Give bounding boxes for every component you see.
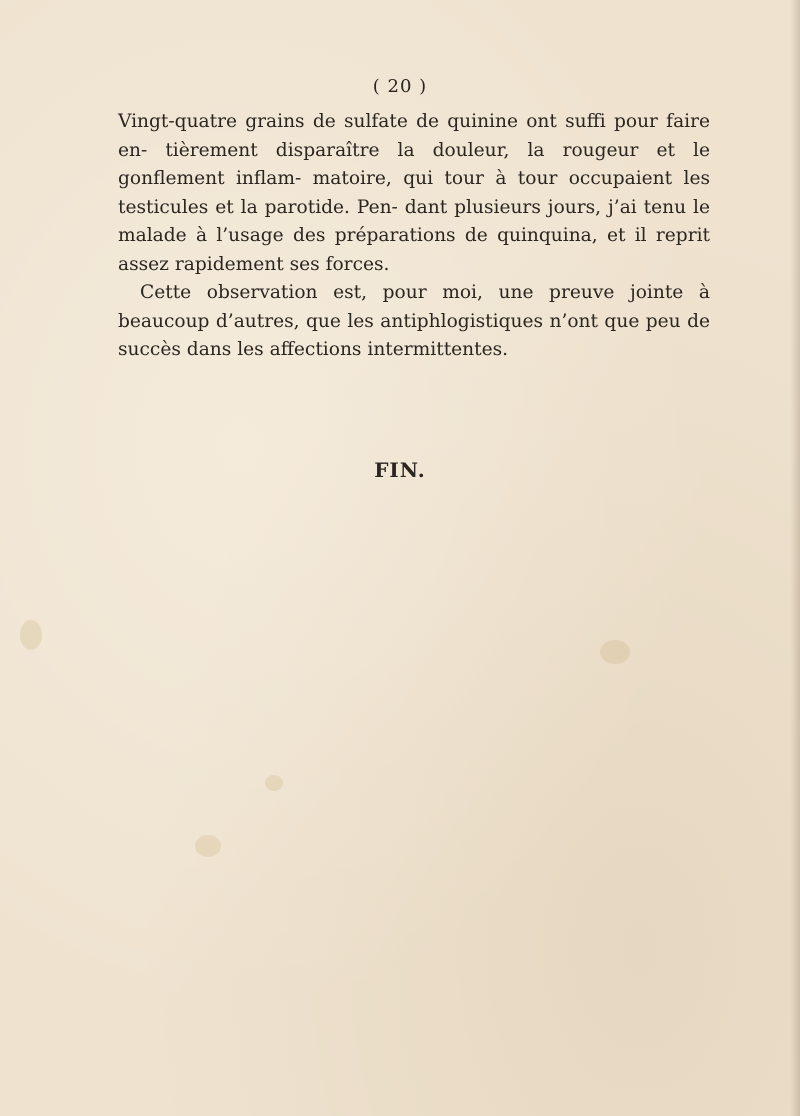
paragraph: Cette observation est, pour moi, une preuve jointe à beaucoup d’autres, que les antiphlogistiques n’ont que peu de succès dans les affections intermittentes.	[118, 282, 710, 360]
paper-stain	[600, 640, 630, 664]
page-edge-shadow	[790, 0, 800, 1116]
paper-stain	[265, 775, 283, 791]
end-mark: FIN.	[374, 458, 426, 482]
body-text	[118, 108, 710, 365]
paper-stain	[20, 620, 42, 650]
paragraph: Vingt-quatre grains de sulfate de quinine ont suffi pour faire en- tièrement disparaître la douleur, la rougeur et le gonflement inflam- matoire, qui tour à tour occupaient les testicules et la parotide. Pen- dant plusieurs jours, j’ai tenu le malade à l’usage des préparations de quinquina, et il reprit assez rapidement ses forces.	[118, 111, 710, 275]
paper-stain	[195, 835, 221, 857]
page-number: ( 20 )	[372, 76, 428, 97]
